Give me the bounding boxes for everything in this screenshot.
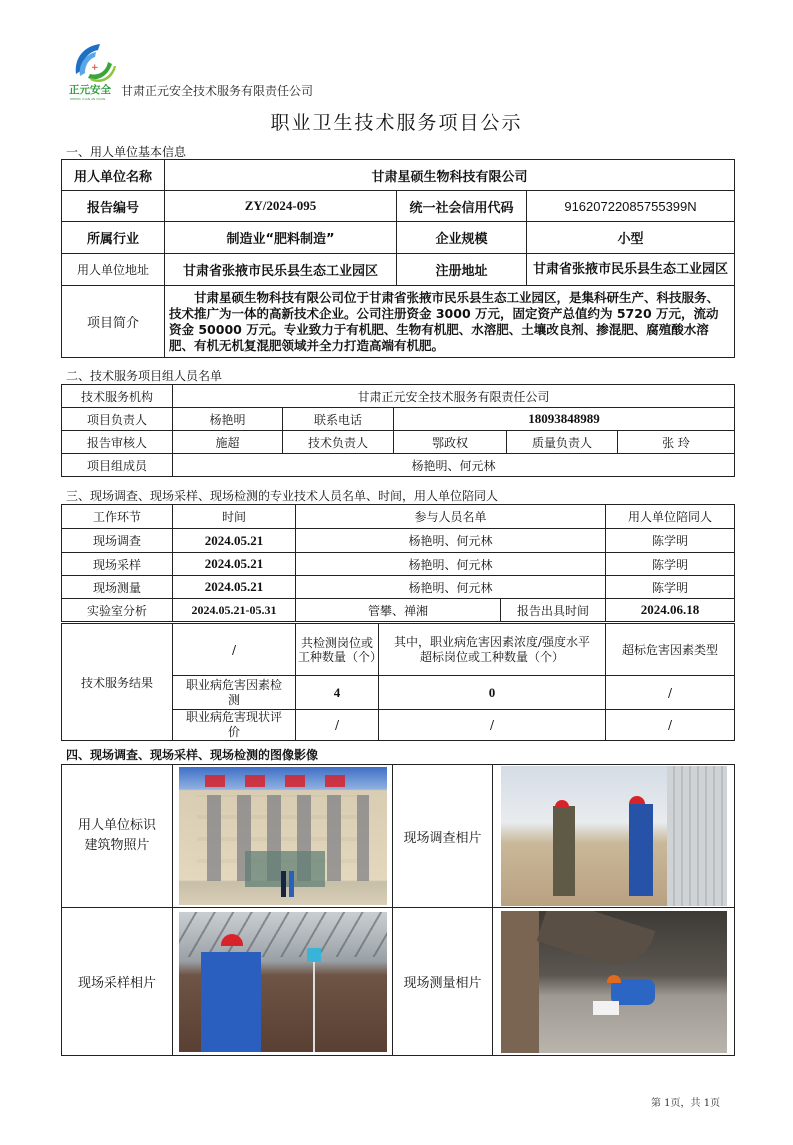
photo1-label: 用人单位标识建筑物照片 [62, 765, 173, 908]
page-number: 第 1页，共 1页 [651, 1098, 721, 1109]
stage-cell: 现场采样 [62, 553, 173, 576]
photo-table [61, 764, 735, 1056]
scale-value: 小型 [527, 222, 735, 254]
credit-code-value: 91620722085755399N [527, 191, 735, 222]
project-team-table [61, 384, 735, 477]
page-title: 职业卫生技术服务项目公示 [270, 112, 523, 134]
header-people: 参与人员名单 [296, 505, 606, 529]
leader-value: 杨艳明 [173, 408, 283, 431]
phone-value: 18093848989 [394, 408, 735, 431]
phone-label: 联系电话 [283, 408, 394, 431]
intro-value: 甘肃星硕生物科技有限公司位于甘肃省张掖市民乐县生态工业园区，是集科研生产、科技服务、技术推广为一体的高新技术企业。公司注册资金 3000 万元，固定资产总值约为 5720 万元，流动资金 50000 万元。专业致力于有机肥、生物有机肥、水溶肥、土壤改良剂、掺混肥、腐殖酸水溶肥、有机无机复混肥领域并全力打造高端有机肥。 [165, 286, 735, 358]
result-head-over: 其中，职业病危害因素浓度/强度水平超标岗位或工种数量（个） [379, 624, 606, 676]
intro-label: 项目简介 [62, 286, 165, 358]
survey-photo [501, 766, 727, 906]
stage-cell: 现场调查 [62, 529, 173, 553]
table-row [62, 599, 735, 622]
photo1-cell [173, 765, 393, 908]
result-label: 技术服务结果 [62, 624, 173, 741]
date-cell: 2024.05.21 [173, 553, 296, 576]
result-type: / [606, 676, 735, 710]
report-time-value: 2024.06.18 [606, 599, 735, 622]
svg-text:ZHENG YUAN AN QUAN: ZHENG YUAN AN QUAN [70, 97, 106, 101]
stage-cell: 现场测量 [62, 576, 173, 599]
result-head-blank: / [173, 624, 296, 676]
address-value: 甘肃省张掖市民乐县生态工业园区 [165, 254, 397, 286]
reg-address-label: 注册地址 [397, 254, 527, 286]
table-row [62, 553, 735, 576]
result-head-type: 超标危害因素类型 [606, 624, 735, 676]
header-escort: 用人单位陪同人 [606, 505, 735, 529]
reviewer-label: 报告审核人 [62, 431, 173, 454]
tech-value: 鄂政权 [394, 431, 507, 454]
photo2-label: 现场调查相片 [393, 765, 493, 908]
photo4-cell [493, 908, 735, 1056]
lab-people: 管攀、禅湘 [296, 599, 501, 622]
report-no-value: ZY/2024-095 [165, 191, 397, 222]
leader-label: 项目负责人 [62, 408, 173, 431]
quality-label: 质量负责人 [507, 431, 618, 454]
photo4-label: 现场测量相片 [393, 908, 493, 1056]
industry-value: 制造业“肥料制造” [165, 222, 397, 254]
svg-text:+: + [91, 63, 99, 73]
header-stage: 工作环节 [62, 505, 173, 529]
report-time-label: 报告出具时间 [501, 599, 606, 622]
company-logo [68, 38, 120, 102]
scale-label: 企业规模 [397, 222, 527, 254]
svg-text:正元安全: 正元安全 [69, 84, 111, 96]
org-label: 技术服务机构 [62, 385, 173, 408]
escort-cell: 陈学明 [606, 529, 735, 553]
table-row [62, 576, 735, 599]
report-no-label: 报告编号 [62, 191, 165, 222]
section1-heading: 一、用人单位基本信息 [66, 145, 187, 159]
photo3-cell [173, 908, 393, 1056]
result-head-total: 共检测岗位或工种数量（个） [296, 624, 379, 676]
people-cell: 杨艳明、何元林 [296, 529, 606, 553]
lab-date: 2024.05.21-05.31 [173, 599, 296, 622]
result-item: 职业病危害现状评价 [173, 710, 296, 741]
result-type: / [606, 710, 735, 741]
people-cell: 杨艳明、何元林 [296, 553, 606, 576]
org-value: 甘肃正元安全技术服务有限责任公司 [173, 385, 735, 408]
date-cell: 2024.05.21 [173, 576, 296, 599]
members-label: 项目组成员 [62, 454, 173, 477]
name-value: 甘肃星硕生物科技有限公司 [165, 160, 735, 191]
service-result-table [61, 623, 735, 741]
industry-label: 所属行业 [62, 222, 165, 254]
header-date: 时间 [173, 505, 296, 529]
people-cell: 杨艳明、何元林 [296, 576, 606, 599]
result-over: / [379, 710, 606, 741]
table-row [62, 529, 735, 553]
onsite-work-table [61, 504, 735, 622]
reg-address-value: 甘肃省张掖市民乐县生态工业园区 [527, 254, 735, 286]
result-total: / [296, 710, 379, 741]
section4-heading: 四、现场调查、现场采样、现场检测的图像影像 [66, 748, 319, 762]
result-item: 职业病危害因素检测 [173, 676, 296, 710]
members-value: 杨艳明、何元林 [173, 454, 735, 477]
address-label: 用人单位地址 [62, 254, 165, 286]
result-total: 4 [296, 676, 379, 710]
reviewer-value: 施超 [173, 431, 283, 454]
sampling-photo [179, 912, 387, 1052]
photo2-cell [493, 765, 735, 908]
section3-heading: 三、现场调查、现场采样、现场检测的专业技术人员名单、时间，用人单位陪同人 [66, 489, 499, 503]
section2-heading: 二、技术服务项目组人员名单 [66, 369, 223, 383]
measurement-photo [501, 911, 727, 1053]
employer-info-table [61, 159, 735, 358]
tech-label: 技术负责人 [283, 431, 394, 454]
credit-code-label: 统一社会信用代码 [397, 191, 527, 222]
name-label: 用人单位名称 [62, 160, 165, 191]
company-name: 甘肃正元安全技术服务有限责任公司 [121, 84, 314, 98]
lab-stage: 实验室分析 [62, 599, 173, 622]
building-photo [179, 767, 387, 905]
photo3-label: 现场采样相片 [62, 908, 173, 1056]
quality-value: 张 玲 [618, 431, 735, 454]
escort-cell: 陈学明 [606, 576, 735, 599]
escort-cell: 陈学明 [606, 553, 735, 576]
date-cell: 2024.05.21 [173, 529, 296, 553]
result-over: 0 [379, 676, 606, 710]
